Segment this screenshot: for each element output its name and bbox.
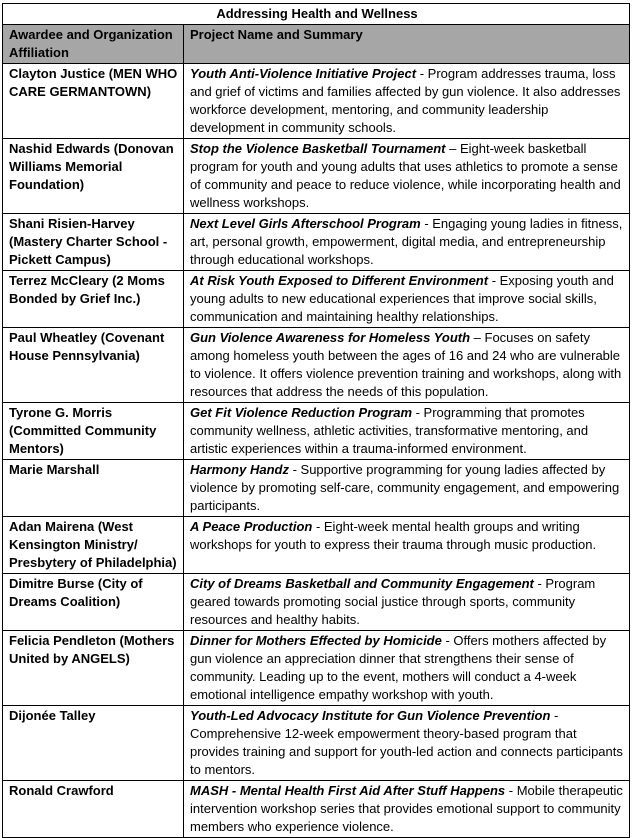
awardee-cell: Tyrone G. Morris (Committed Community Mentors) [3, 403, 184, 460]
table-row [3, 631, 630, 706]
project-name: A Peace Production [190, 519, 313, 534]
project-name: MASH - Mental Health First Aid After Stuff Happens [190, 783, 506, 798]
project-cell [184, 781, 630, 838]
project-cell [184, 271, 630, 328]
project-name: Dinner for Mothers Effected by Homicide [190, 633, 442, 648]
awardee-cell: Nashid Edwards (Donovan Williams Memorial Foundation) [3, 139, 184, 214]
project-summary: - Mobile therapeutic intervention workshop series that provides emotional support to community members who experience violence. [190, 783, 623, 834]
table-row [3, 574, 630, 631]
awardee-cell: Adan Mairena (West Kensington Ministry/ Presbytery of Philadelphia) [3, 517, 184, 574]
project-summary: – Eight-week basketball program for youth and young adults that uses athletics to promote a sense of community and peace to reduce violence, while incorporating health and wellness workshops. [190, 141, 621, 210]
project-cell [184, 139, 630, 214]
project-summary: - Exposing youth and young adults to new educational experiences that improve social skills, communication and maintaining healthy relationships. [190, 273, 614, 324]
header-project: Project Name and Summary [184, 25, 630, 64]
awardee-cell: Marie Marshall [3, 460, 184, 517]
table-row [3, 214, 630, 271]
project-cell [184, 460, 630, 517]
project-summary: - Offers mothers affected by gun violence an appreciation dinner that strengthens their sense of community. Leading up to the event, mothers will conduct a 4-week emotional intelligence empathy workshop with youth. [190, 633, 607, 702]
awardee-cell: Clayton Justice (MEN WHO CARE GERMANTOWN) [3, 64, 184, 139]
project-cell [184, 403, 630, 460]
project-name: Next Level Girls Afterschool Program [190, 216, 421, 231]
project-name: Get Fit Violence Reduction Program [190, 405, 412, 420]
awardee-cell: Terrez McCleary (2 Moms Bonded by Grief Inc.) [3, 271, 184, 328]
table-title: Addressing Health and Wellness [3, 4, 630, 25]
project-cell [184, 706, 630, 781]
project-cell [184, 631, 630, 706]
project-cell [184, 574, 630, 631]
table-title-row [3, 4, 630, 25]
project-summary: - Programming that promotes community wellness, athletic activities, transformative mentoring, and artistic experiences within a trauma-informed environment. [190, 405, 589, 456]
table-row [3, 403, 630, 460]
awards-table [2, 3, 630, 838]
project-name: City of Dreams Basketball and Community Engagement [190, 576, 534, 591]
project-summary: – Focuses on safety among homeless youth between the ages of 16 and 24 who are vulnerable to violence. It offers violence prevention training and workshops, along with resources that address the needs of this population. [190, 330, 622, 399]
project-summary: - Engaging young ladies in fitness, art, personal growth, empowerment, digital media, and entrepreneurship through educational workshops. [190, 216, 623, 267]
project-cell [184, 328, 630, 403]
table-row [3, 781, 630, 838]
project-cell [184, 517, 630, 574]
table-row [3, 139, 630, 214]
awardee-cell: Paul Wheatley (Covenant House Pennsylvania) [3, 328, 184, 403]
table-row [3, 460, 630, 517]
table-row [3, 517, 630, 574]
project-name: At Risk Youth Exposed to Different Environment [190, 273, 489, 288]
project-name: Stop the Violence Basketball Tournament [190, 141, 446, 156]
project-cell [184, 214, 630, 271]
project-summary: - Program geared towards promoting social justice through sports, community resources and healthy habits. [190, 576, 596, 627]
awardee-cell: Felicia Pendleton (Mothers United by ANGELS) [3, 631, 184, 706]
project-name: Youth-Led Advocacy Institute for Gun Violence Prevention [190, 708, 551, 723]
header-row [3, 25, 630, 64]
awardee-cell: Shani Risien-Harvey (Mastery Charter School - Pickett Campus) [3, 214, 184, 271]
awardee-cell: Dijonée Talley [3, 706, 184, 781]
project-summary: - Eight-week mental health groups and writing workshops for youth to express their trauma through music production. [190, 519, 597, 552]
project-summary: - Supportive programming for young ladies affected by violence by promoting self-care, community engagement, and empowering participants. [190, 462, 620, 513]
table-row [3, 64, 630, 139]
awardee-cell: Ronald Crawford [3, 781, 184, 838]
table-row [3, 328, 630, 403]
project-name: Gun Violence Awareness for Homeless Youth [190, 330, 471, 345]
table-row [3, 706, 630, 781]
header-awardee: Awardee and Organization Affiliation [3, 25, 184, 64]
project-summary: - Comprehensive 12-week empowerment theory-based program that provides training and support for youth-led action and connects participants to mentors. [190, 708, 623, 777]
table-row [3, 271, 630, 328]
awardee-cell: Dimitre Burse (City of Dreams Coalition) [3, 574, 184, 631]
project-name: Youth Anti-Violence Initiative Project [190, 66, 417, 81]
project-summary: - Program addresses trauma, loss and grief of victims and families affected by gun violence. It also addresses workforce development, mentoring, and community leadership development in community schools. [190, 66, 621, 135]
project-name: Harmony Handz [190, 462, 289, 477]
project-cell [184, 64, 630, 139]
